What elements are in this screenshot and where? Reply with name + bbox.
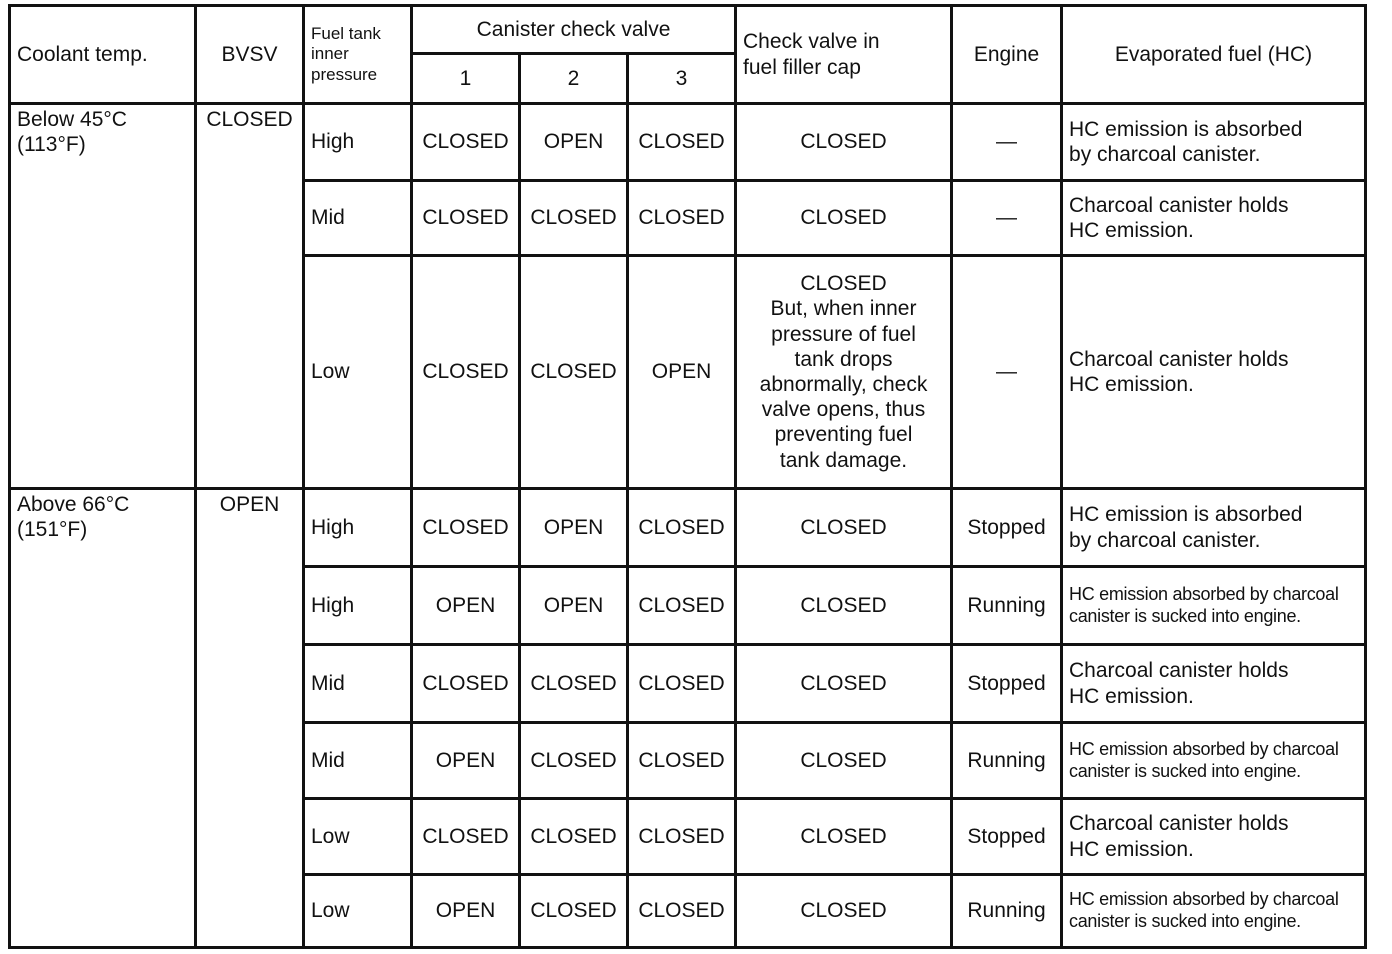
header-valve-2: 2 bbox=[520, 54, 628, 104]
filler-cap-cell: CLOSED bbox=[736, 104, 952, 181]
valve-1-cell: CLOSED bbox=[412, 645, 520, 723]
valve-1-cell: OPEN bbox=[412, 875, 520, 948]
hc-description-cell bbox=[1062, 181, 1366, 256]
coolant-temp-cell bbox=[10, 104, 196, 489]
filler-cap-note-line: tank drops bbox=[794, 347, 893, 371]
engine-cell: — bbox=[952, 104, 1062, 181]
filler-cap-cell: CLOSED bbox=[736, 567, 952, 645]
pressure-cell: Mid bbox=[304, 723, 412, 799]
bvsv-cell: OPEN bbox=[196, 489, 304, 948]
header-fuel-tank-pressure bbox=[304, 6, 412, 104]
engine-cell: Running bbox=[952, 567, 1062, 645]
engine-cell: Stopped bbox=[952, 799, 1062, 875]
filler-cap-note-line: CLOSED bbox=[800, 272, 887, 296]
filler-cap-note-line: abnormally, check bbox=[759, 373, 928, 396]
header-bvsv: BVSV bbox=[196, 6, 304, 104]
spec-table bbox=[8, 4, 1367, 949]
header-fuel-tank-pressure-line1: Fuel tank bbox=[311, 23, 381, 43]
bvsv-cell: CLOSED bbox=[196, 104, 304, 489]
valve-1-cell: CLOSED bbox=[412, 489, 520, 567]
hc-line2: HC emission. bbox=[1069, 219, 1194, 242]
hc-description-cell bbox=[1062, 723, 1366, 799]
hc-line2: HC emission. bbox=[1069, 373, 1194, 396]
valve-1-cell: OPEN bbox=[412, 723, 520, 799]
filler-cap-note-line: But, when inner bbox=[770, 297, 917, 321]
valve-3-cell: CLOSED bbox=[628, 181, 736, 256]
header-engine: Engine bbox=[952, 6, 1062, 104]
filler-cap-cell: CLOSED bbox=[736, 875, 952, 948]
engine-cell: Running bbox=[952, 875, 1062, 948]
hc-description-cell bbox=[1062, 489, 1366, 567]
pressure-cell: High bbox=[304, 104, 412, 181]
valve-2-cell: CLOSED bbox=[520, 875, 628, 948]
filler-cap-cell: CLOSED bbox=[736, 181, 952, 256]
hc-line2: HC emission. bbox=[1069, 837, 1194, 861]
evap-system-operation-table bbox=[8, 4, 1364, 948]
hc-line2: HC emission. bbox=[1069, 684, 1194, 708]
hc-line1: Charcoal canister holds bbox=[1069, 659, 1289, 683]
hc-line2: canister is sucked into engine. bbox=[1069, 911, 1301, 931]
valve-1-cell: CLOSED bbox=[412, 181, 520, 256]
hc-line1: HC emission is absorbed bbox=[1069, 117, 1303, 141]
hc-line1: Charcoal canister holds bbox=[1069, 347, 1289, 371]
hc-description-cell bbox=[1062, 645, 1366, 723]
filler-cap-note-line: tank damage. bbox=[779, 448, 908, 472]
hc-line1: Charcoal canister holds bbox=[1069, 812, 1289, 836]
filler-cap-note-line: valve opens, thus bbox=[761, 398, 926, 422]
hc-line1: HC emission is absorbed bbox=[1069, 503, 1303, 527]
filler-cap-cell: CLOSED bbox=[736, 799, 952, 875]
valve-3-cell: CLOSED bbox=[628, 875, 736, 948]
valve-3-cell: OPEN bbox=[628, 256, 736, 489]
header-valve-1: 1 bbox=[412, 54, 520, 104]
hc-line1: HC emission absorbed by charcoal bbox=[1069, 738, 1339, 759]
filler-cap-note-line: preventing fuel bbox=[774, 423, 913, 447]
pressure-cell: Low bbox=[304, 875, 412, 948]
hc-description-cell bbox=[1062, 104, 1366, 181]
hc-line2: canister is sucked into engine. bbox=[1069, 760, 1301, 781]
pressure-cell: Low bbox=[304, 256, 412, 489]
header-filler-cap-valve bbox=[736, 6, 952, 104]
valve-2-cell: CLOSED bbox=[520, 256, 628, 489]
hc-description-cell bbox=[1062, 256, 1366, 489]
valve-3-cell: CLOSED bbox=[628, 723, 736, 799]
valve-1-cell: CLOSED bbox=[412, 104, 520, 181]
filler-cap-cell: CLOSED bbox=[736, 489, 952, 567]
valve-2-cell: OPEN bbox=[520, 567, 628, 645]
valve-2-cell: CLOSED bbox=[520, 723, 628, 799]
coolant-temp-line2: (151°F) bbox=[17, 518, 88, 542]
coolant-temp-cell bbox=[10, 489, 196, 948]
header-fuel-tank-pressure-line3: pressure bbox=[311, 64, 378, 84]
header-fuel-tank-pressure-line2: inner bbox=[311, 44, 349, 64]
valve-3-cell: CLOSED bbox=[628, 799, 736, 875]
valve-1-cell: CLOSED bbox=[412, 256, 520, 489]
pressure-cell: High bbox=[304, 489, 412, 567]
header-canister-check-valve: Canister check valve bbox=[412, 6, 736, 54]
valve-2-cell: OPEN bbox=[520, 104, 628, 181]
coolant-temp-line2: (113°F) bbox=[17, 133, 86, 157]
pressure-cell: Mid bbox=[304, 181, 412, 256]
valve-3-cell: CLOSED bbox=[628, 645, 736, 723]
header-row-top bbox=[10, 6, 1366, 54]
engine-cell: — bbox=[952, 256, 1062, 489]
valve-2-cell: OPEN bbox=[520, 489, 628, 567]
engine-cell: Stopped bbox=[952, 489, 1062, 567]
hc-description-cell bbox=[1062, 567, 1366, 645]
coolant-temp-line1: Above 66°C bbox=[17, 493, 130, 516]
pressure-cell: Low bbox=[304, 799, 412, 875]
valve-1-cell: CLOSED bbox=[412, 799, 520, 875]
header-valve-3: 3 bbox=[628, 54, 736, 104]
hc-line2: canister is sucked into engine. bbox=[1069, 605, 1301, 626]
hc-description-cell bbox=[1062, 799, 1366, 875]
header-filler-cap-valve-line2: fuel filler cap bbox=[743, 55, 861, 79]
hc-line1: HC emission absorbed by charcoal bbox=[1069, 583, 1339, 604]
pressure-cell: High bbox=[304, 567, 412, 645]
pressure-cell: Mid bbox=[304, 645, 412, 723]
coolant-temp-line1: Below 45°C bbox=[17, 108, 127, 131]
engine-cell: Running bbox=[952, 723, 1062, 799]
header-evaporated-fuel: Evaporated fuel (HC) bbox=[1062, 6, 1366, 104]
header-coolant-temp: Coolant temp. bbox=[10, 6, 196, 104]
engine-cell: Stopped bbox=[952, 645, 1062, 723]
hc-line2: by charcoal canister. bbox=[1069, 528, 1261, 552]
engine-cell: — bbox=[952, 181, 1062, 256]
valve-3-cell: CLOSED bbox=[628, 567, 736, 645]
filler-cap-note-cell bbox=[736, 256, 952, 489]
table-row bbox=[10, 104, 1366, 181]
hc-line1: Charcoal canister holds bbox=[1069, 193, 1289, 217]
filler-cap-cell: CLOSED bbox=[736, 645, 952, 723]
valve-2-cell: CLOSED bbox=[520, 181, 628, 256]
valve-2-cell: CLOSED bbox=[520, 799, 628, 875]
hc-line2: by charcoal canister. bbox=[1069, 143, 1261, 166]
valve-2-cell: CLOSED bbox=[520, 645, 628, 723]
hc-description-cell bbox=[1062, 875, 1366, 948]
hc-line1: HC emission absorbed by charcoal bbox=[1069, 889, 1339, 910]
header-filler-cap-valve-line1: Check valve in bbox=[743, 30, 880, 54]
valve-3-cell: CLOSED bbox=[628, 489, 736, 567]
filler-cap-cell: CLOSED bbox=[736, 723, 952, 799]
valve-1-cell: OPEN bbox=[412, 567, 520, 645]
filler-cap-note-line: pressure of fuel bbox=[771, 322, 916, 346]
table-row bbox=[10, 489, 1366, 567]
valve-3-cell: CLOSED bbox=[628, 104, 736, 181]
